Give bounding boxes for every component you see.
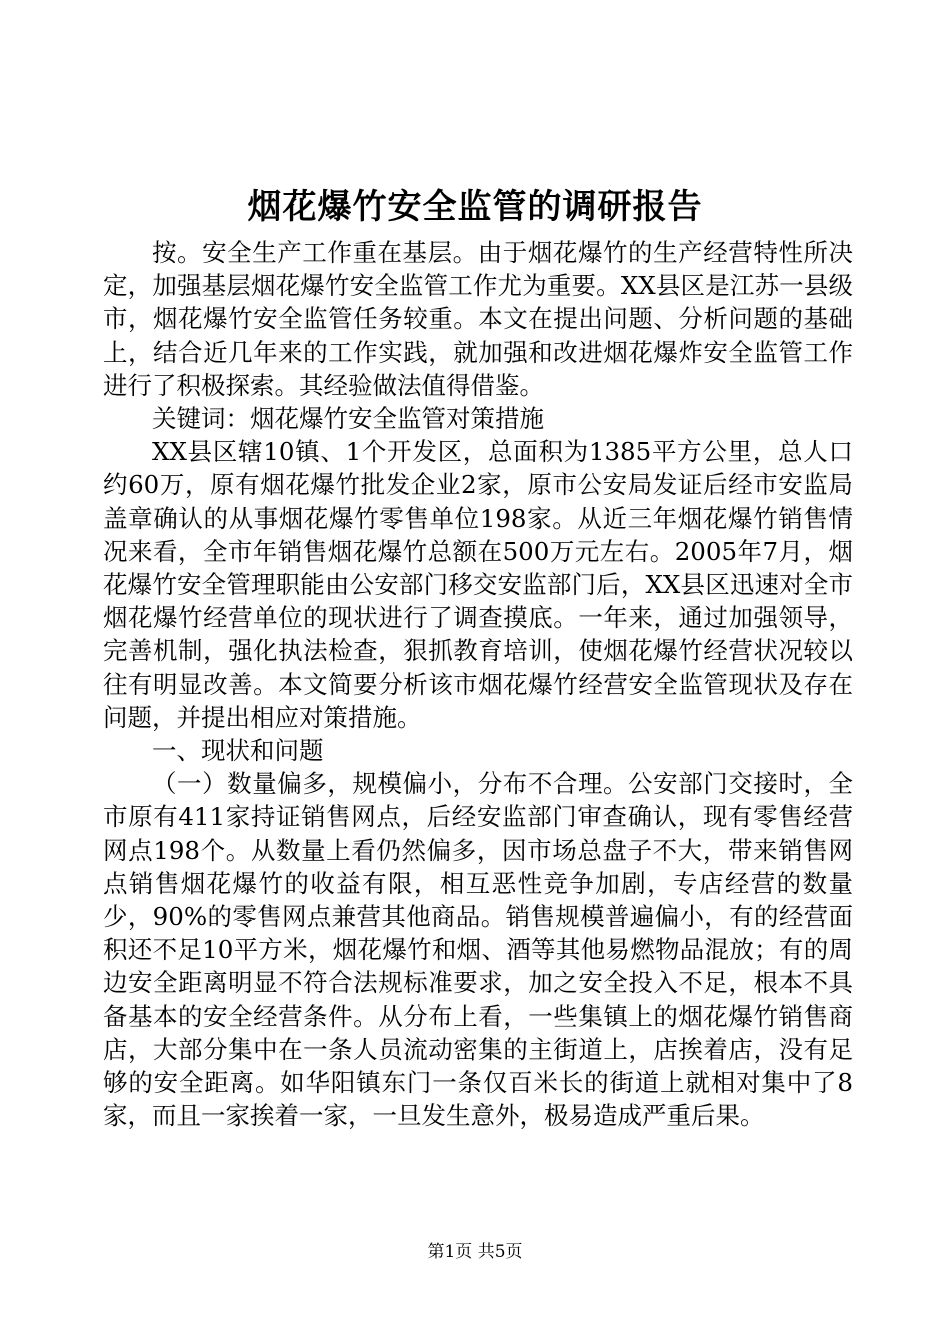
page-footer: 第1页 共5页: [427, 1242, 523, 1262]
abstract-paragraph: 按。安全生产工作重在基层。由于烟花爆竹的生产经营特性所决定，加强基层烟花爆竹安全监管工作尤为重要。XX县区是江苏一县级市，烟花爆竹安全监管任务较重。本文在提出问题、分析问题的基础上，结合近几年来的工作实践，就加强和改进烟花爆炸安全监管工作进行了积极探索。其经验做法值得借鉴。: [103, 238, 853, 400]
keywords-paragraph: 关键词：烟花爆竹安全监管对策措施: [152, 404, 544, 434]
subsection-paragraph: （一）数量偏多，规模偏小，分布不合理。公安部门交接时，全市原有411家持证销售网点，后经安监部门审查确认，现有零售经营网点198个。从数量上看仍然偏多，因市场总盘子不大，带来销售网点销售烟花爆竹的收益有限，相互恶性竞争加剧，专店经营的数量少，90%的零售网点兼营其他商品。销售规模普遍偏小，有的经营面积还不足10平方米，烟花爆竹和烟、酒等其他易燃物品混放；有的周边安全距离明显不符合法规标准要求，加之安全投入不足，根本不具备基本的安全经营条件。从分布上看，一些集镇上的烟花爆竹销售商店，大部分集中在一条人员流动密集的主街道上，店挨着店，没有足够的安全距离。如华阳镇东门一条仅百米长的街道上就相对集中了8家，而且一家挨着一家，一旦发生意外，极易造成严重后果。: [103, 769, 853, 1131]
document-body: [103, 236, 853, 1132]
document-title: 烟花爆竹安全监管的调研报告: [247, 187, 703, 227]
section-heading: 一、现状和问题: [152, 736, 324, 766]
overview-paragraph: XX县区辖10镇、1个开发区，总面积为1385平方公里，总人口约60万，原有烟花爆竹批发企业2家，原市公安局发证后经市安监局盖章确认的从事烟花爆竹零售单位198家。从近三年烟花爆竹销售情况来看，全市年销售烟花爆竹总额在500万元左右。2005年7月，烟花爆竹安全管理职能由公安部门移交安监部门后，XX县区迅速对全市烟花爆竹经营单位的现状进行了调查摸底。一年来，通过加强领导，完善机制，强化执法检查，狠抓教育培训，使烟花爆竹经营状况较以往有明显改善。本文简要分析该市烟花爆竹经营安全监管现状及存在问题，并提出相应对策措施。: [103, 437, 853, 732]
